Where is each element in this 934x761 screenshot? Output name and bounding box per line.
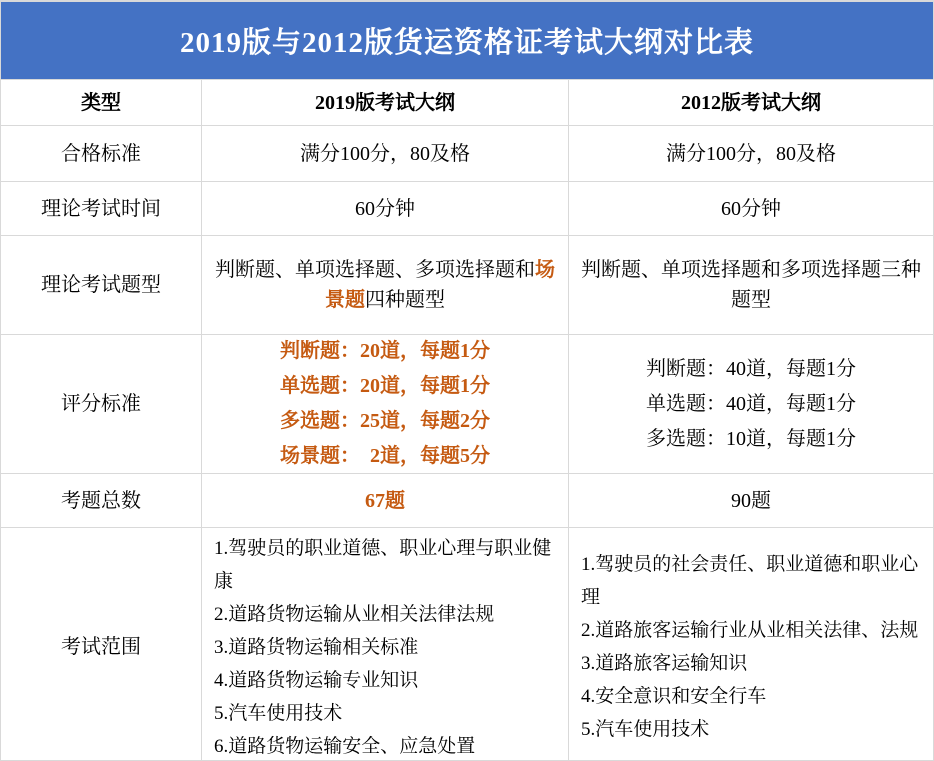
row-label-total-questions: 考题总数: [61, 489, 141, 512]
row-pass-standard: [1, 125, 933, 181]
row-exam-time: [1, 181, 933, 235]
exam-scope-2019-item: 6.道路货物运输安全、应急处置: [214, 735, 476, 757]
table-title: 2019版与2012版货运资格证考试大纲对比表: [179, 27, 754, 59]
question-types-2019-prefix: 判断题、单项选择题、多项选择题和: [215, 259, 535, 281]
cell-exam-time-2012: 60分钟: [568, 182, 933, 235]
cell-exam-time-2019: 60分钟: [201, 182, 568, 235]
cell-question-types-2012: 判断题、单项选择题和多项选择题三种题型: [568, 236, 933, 334]
scoring-2012-line: 单选题：40道，每题1分: [646, 392, 856, 415]
column-header-type: 类型: [81, 91, 121, 114]
question-types-2019-highlight: 场景题: [325, 259, 555, 311]
question-types-2019-text: [210, 255, 560, 315]
column-header-2019: 2019版考试大纲: [201, 80, 568, 125]
scoring-2012-line: 判断题：40道，每题1分: [646, 357, 856, 380]
exam-scope-2012-item: 1.驾驶员的社会责任、职业道德和职业心理: [581, 554, 919, 608]
cell-pass-standard-2019: 满分100分，80及格: [201, 126, 568, 181]
cell-scoring-2019: [201, 335, 568, 473]
row-label-exam-time: 理论考试时间: [41, 197, 161, 220]
scoring-2019-line: 多选题：25道，每题2分: [280, 410, 490, 432]
row-label-question-types: 理论考试题型: [41, 274, 161, 296]
comparison-table: [1, 79, 933, 761]
exam-scope-2019-item: 2.道路货物运输从业相关法律法规: [214, 603, 495, 625]
cell-scoring-2012: [568, 335, 933, 473]
header-row: [1, 79, 933, 125]
exam-scope-2019-item: 5.汽车使用技术: [214, 702, 343, 724]
scoring-2019-line: 判断题：20道，每题1分: [280, 340, 490, 362]
row-label-scoring: 评分标准: [61, 393, 141, 415]
scoring-2019-line: 单选题：20道，每题1分: [280, 375, 490, 397]
exam-scope-2019-item: 1.驾驶员的职业道德、职业心理与职业健康: [214, 537, 552, 592]
exam-scope-2012-item: 5.汽车使用技术: [581, 719, 710, 740]
cell-total-questions-2019: 67题: [201, 474, 568, 527]
question-types-2019-suffix: 四种题型: [365, 289, 445, 311]
cell-question-types-2019: [201, 236, 568, 334]
exam-scope-2019-item: 4.道路货物运输专业知识: [214, 669, 419, 691]
exam-scope-2012-item: 3.道路旅客运输知识: [581, 653, 748, 674]
exam-scope-2019-item: 3.道路货物运输相关标准: [214, 636, 419, 658]
row-total-questions: [1, 473, 933, 527]
cell-exam-scope-2012: [568, 528, 933, 761]
row-question-types: [1, 235, 933, 334]
row-label-exam-scope: 考试范围: [61, 636, 141, 658]
row-exam-scope: [1, 527, 933, 761]
column-header-2012: 2012版考试大纲: [568, 80, 933, 125]
scoring-2012-line: 多选题：10道，每题1分: [646, 427, 856, 450]
cell-pass-standard-2012: 满分100分，80及格: [568, 126, 933, 181]
exam-scope-2012-item: 4.安全意识和安全行车: [581, 686, 767, 707]
exam-scope-2012-item: 2.道路旅客运输行业从业相关法律、法规: [581, 620, 919, 641]
row-label-pass-standard: 合格标准: [61, 142, 141, 165]
scoring-2019-line: 场景题： 2道，每题5分: [280, 445, 490, 467]
table-title-band: [1, 2, 933, 79]
row-scoring: [1, 334, 933, 473]
cell-total-questions-2012: 90题: [568, 474, 933, 527]
cell-exam-scope-2019: [201, 528, 568, 761]
